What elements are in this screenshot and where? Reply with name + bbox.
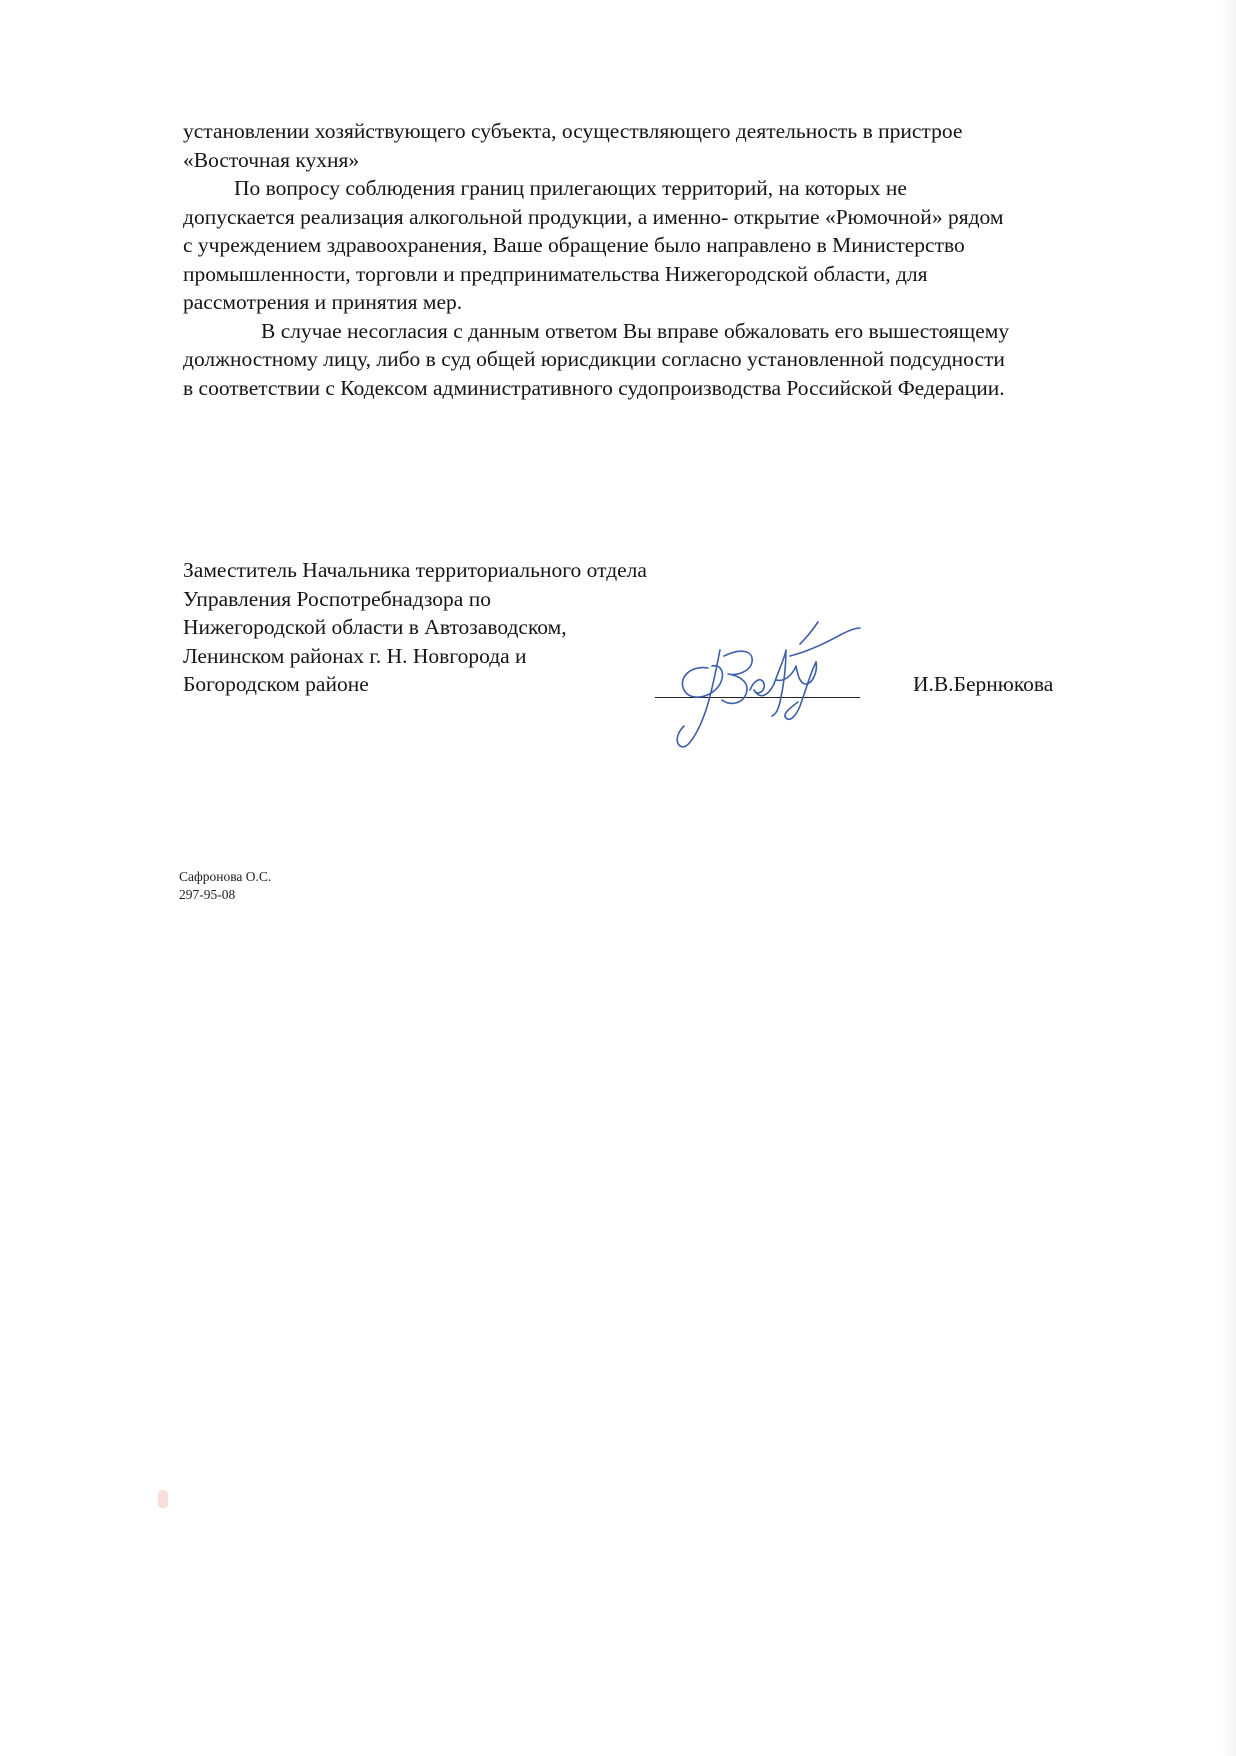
signatory-name: И.В.Бернюкова [913,672,1054,696]
signatory-title-line-5: Богородском районе [183,672,369,696]
signatory-title-line-2: Управления Роспотребнадзора по [183,586,491,611]
executor-phone: 297-95-08 [179,887,236,902]
paragraph-2-line-4: промышленности, торговли и предпринимательства Нижегородской области, для [183,261,928,286]
signatory-title-line-4: Ленинском районах г. Н. Новгорода и [183,643,527,668]
signatory-title-line-1: Заместитель Начальника территориального отдела [183,558,647,582]
paragraph-3-line-3: в соответствии с Кодексом административного судопроизводства Российской Федерации. [183,375,1005,400]
signatory-title-line-3: Нижегородской области в Автозаводском, [183,615,567,639]
paragraph-1-line-1: установлении хозяйствующего субъекта, осуществляющего деятельность в пристрое [183,119,963,143]
handwritten-signature [650,610,900,760]
paragraph-3-line-2: должностному лицу, либо в суд общей юрисдикции согласно установленной подсудности [183,347,1005,371]
faint-stamp-mark [158,1490,168,1508]
scan-edge-shadow [1222,0,1236,1756]
paragraph-2-line-2: допускается реализация алкогольной продукции, а именно- открытие «Рюмочной» рядом [183,204,1004,229]
paragraph-3 [183,317,1183,403]
paragraph-2-line-1: По вопросу соблюдения границ прилегающих территорий, на которых не [234,176,907,200]
paragraph-3-line-1: В случае несогласия с данным ответом Вы вправе обжаловать его вышестоящему [261,318,1010,343]
paragraph-2-line-3: с учреждением здравоохранения, Ваше обращение было направлено в Министерство [183,233,965,257]
letter-body [183,117,1183,402]
paragraph-2-line-5: рассмотрения и принятия мер. [183,290,463,314]
paragraph-1 [183,117,1183,174]
paragraph-1-line-2: «Восточная кухня» [183,147,360,172]
executor-name: Сафронова О.С. [179,869,272,884]
executor-info [179,868,271,904]
paragraph-2 [183,174,1183,317]
signatory-title [183,556,647,699]
